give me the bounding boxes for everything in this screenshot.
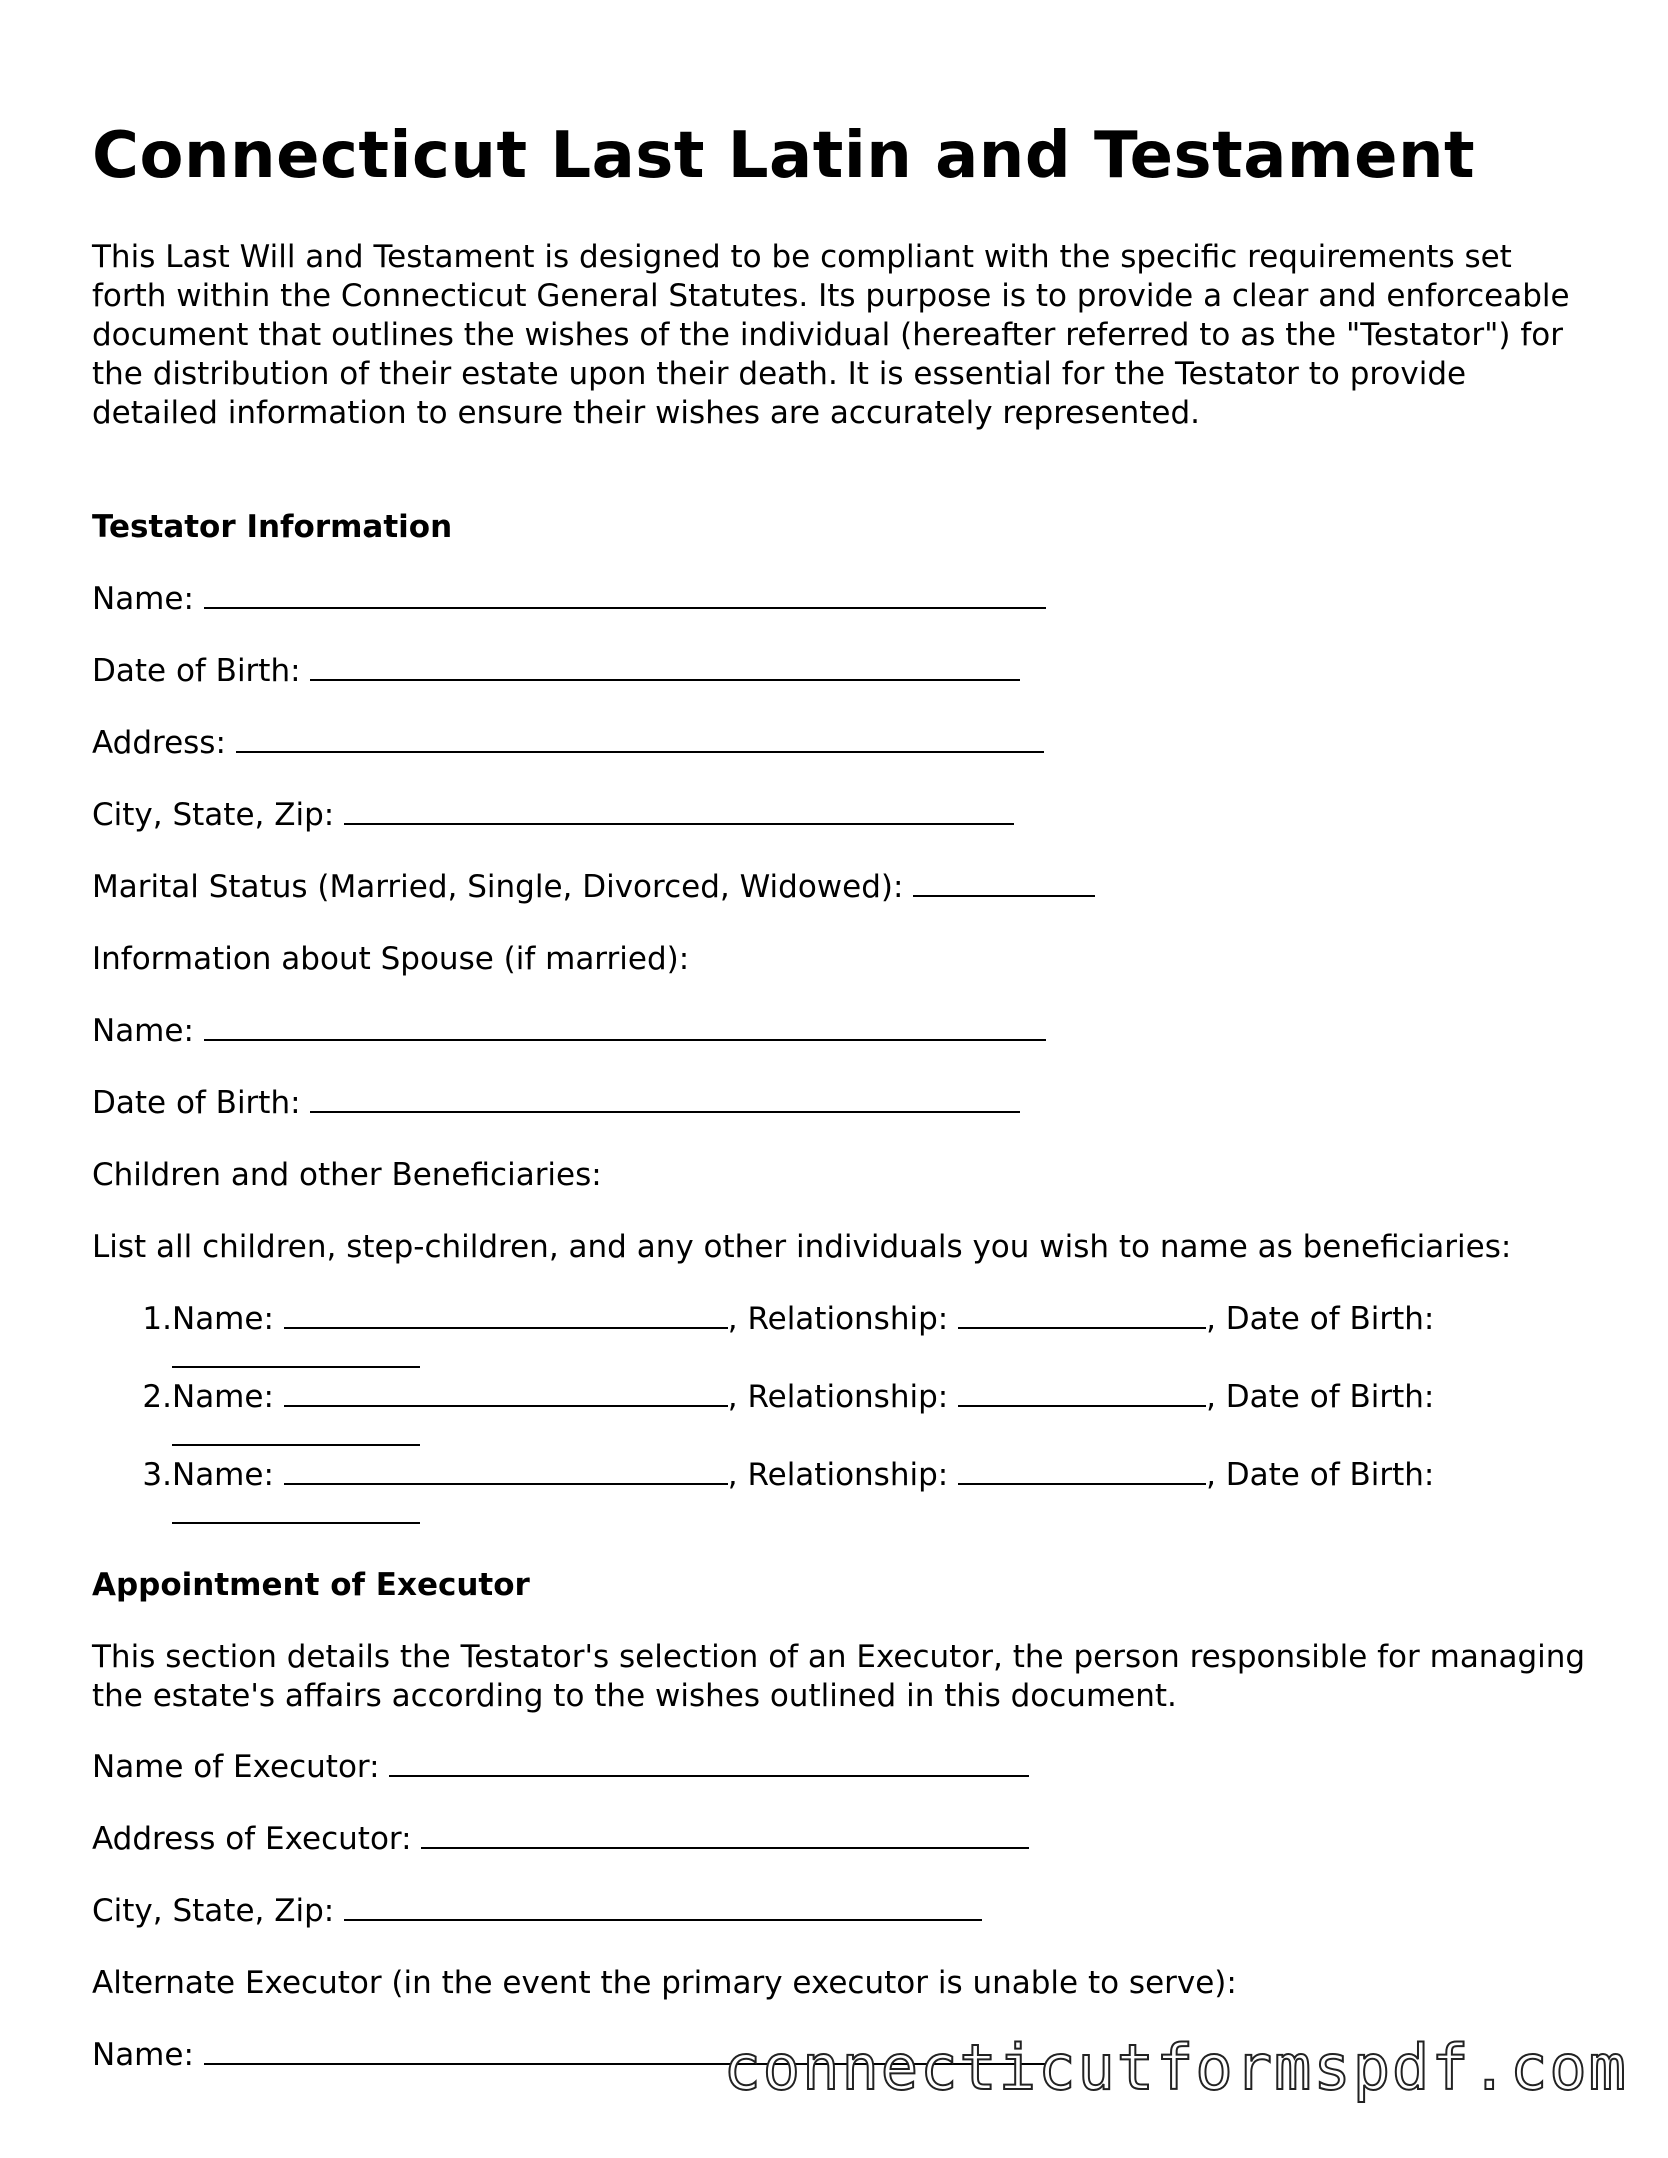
spouse-name-field[interactable] (204, 1013, 1046, 1041)
beneficiary-relationship-label: , Relationship: (727, 1301, 949, 1337)
page-title: Connecticut Last Latin and Testament (92, 119, 1476, 193)
marital-status-row (92, 868, 1095, 907)
testator-dob-field[interactable] (310, 653, 1020, 681)
marital-status-field[interactable] (913, 869, 1095, 897)
list-number: 2. (142, 1379, 172, 1415)
beneficiary-line (172, 1456, 1434, 1495)
beneficiary-line (172, 1378, 1434, 1417)
testator-city-field[interactable] (344, 797, 1014, 825)
children-instruction: List all children, step-children, and any other individuals you wish to name as beneficiaries: (92, 1229, 1512, 1265)
beneficiary-dob-field[interactable] (172, 1340, 420, 1368)
testator-heading: Testator Information (92, 509, 453, 545)
testator-dob-label: Date of Birth: (92, 653, 301, 689)
executor-city-label: City, State, Zip: (92, 1893, 335, 1929)
executor-address-label: Address of Executor: (92, 1821, 412, 1857)
beneficiary-dob-label: , Date of Birth: (1206, 1301, 1435, 1337)
list-item (92, 1456, 1592, 1536)
executor-name-label: Name of Executor: (92, 1749, 380, 1785)
beneficiary-relationship-field[interactable] (958, 1301, 1206, 1329)
executor-city-row (92, 1892, 982, 1931)
beneficiary-dob-continuation (172, 1495, 420, 1534)
beneficiary-relationship-label: , Relationship: (727, 1457, 949, 1493)
beneficiary-relationship-field[interactable] (958, 1379, 1206, 1407)
spouse-heading: Information about Spouse (if married): (92, 941, 690, 977)
list-item (92, 1300, 1592, 1380)
testator-city-label: City, State, Zip: (92, 797, 335, 833)
testator-dob-row (92, 652, 1020, 691)
beneficiary-dob-field[interactable] (172, 1418, 420, 1446)
testator-address-field[interactable] (236, 725, 1044, 753)
testator-city-row (92, 796, 1014, 835)
beneficiary-name-label: Name: (172, 1457, 274, 1493)
beneficiary-line (172, 1300, 1434, 1339)
beneficiary-dob-continuation (172, 1339, 420, 1378)
spouse-dob-label: Date of Birth: (92, 1085, 301, 1121)
executor-name-field[interactable] (389, 1749, 1029, 1777)
marital-status-label: Marital Status (Married, Single, Divorced, Widowed): (92, 869, 904, 905)
beneficiary-name-label: Name: (172, 1379, 274, 1415)
watermark: connecticutformspdf.com (723, 2031, 1628, 2104)
beneficiary-name-field[interactable] (284, 1301, 728, 1329)
children-heading: Children and other Beneficiaries: (92, 1157, 602, 1193)
testator-name-label: Name: (92, 581, 194, 617)
executor-heading: Appointment of Executor (92, 1567, 530, 1603)
intro-paragraph: This Last Will and Testament is designed to be compliant with the specific requirements set forth within the Connecticut General Statutes. Its purpose is to provide a clear and enforceable document that outlines the wishes of the individual (hereafter referred to as the "Testator") for the distribution of their estate upon their death. It is essential for the Testator to provide detailed information to ensure their wishes are accurately represented. (92, 239, 1570, 431)
beneficiary-dob-label: , Date of Birth: (1206, 1379, 1435, 1415)
beneficiary-relationship-field[interactable] (958, 1457, 1206, 1485)
beneficiary-relationship-label: , Relationship: (727, 1379, 949, 1415)
beneficiary-name-label: Name: (172, 1301, 274, 1337)
list-number: 3. (142, 1457, 172, 1493)
testator-name-row (92, 580, 1046, 619)
testator-name-field[interactable] (204, 581, 1046, 609)
executor-address-row (92, 1820, 1029, 1859)
list-number: 1. (142, 1301, 172, 1337)
alternate-executor-name-label: Name: (92, 2037, 194, 2073)
executor-address-field[interactable] (421, 1821, 1029, 1849)
beneficiary-dob-field[interactable] (172, 1496, 420, 1524)
executor-description: This section details the Testator's selection of an Executor, the person responsible for managing the estate's affairs according to the wishes outlined in this document. (92, 1639, 1586, 1714)
spouse-name-row (92, 1012, 1046, 1051)
beneficiary-name-field[interactable] (284, 1457, 728, 1485)
list-item (92, 1378, 1592, 1458)
alternate-executor-heading: Alternate Executor (in the event the primary executor is unable to serve): (92, 1965, 1237, 2001)
testator-address-label: Address: (92, 725, 226, 761)
beneficiary-name-field[interactable] (284, 1379, 728, 1407)
beneficiary-dob-continuation (172, 1417, 420, 1456)
spouse-dob-row (92, 1084, 1020, 1123)
executor-city-field[interactable] (344, 1893, 982, 1921)
spouse-name-label: Name: (92, 1013, 194, 1049)
testator-address-row (92, 724, 1044, 763)
spouse-dob-field[interactable] (310, 1085, 1020, 1113)
beneficiary-dob-label: , Date of Birth: (1206, 1457, 1435, 1493)
executor-name-row (92, 1748, 1029, 1787)
